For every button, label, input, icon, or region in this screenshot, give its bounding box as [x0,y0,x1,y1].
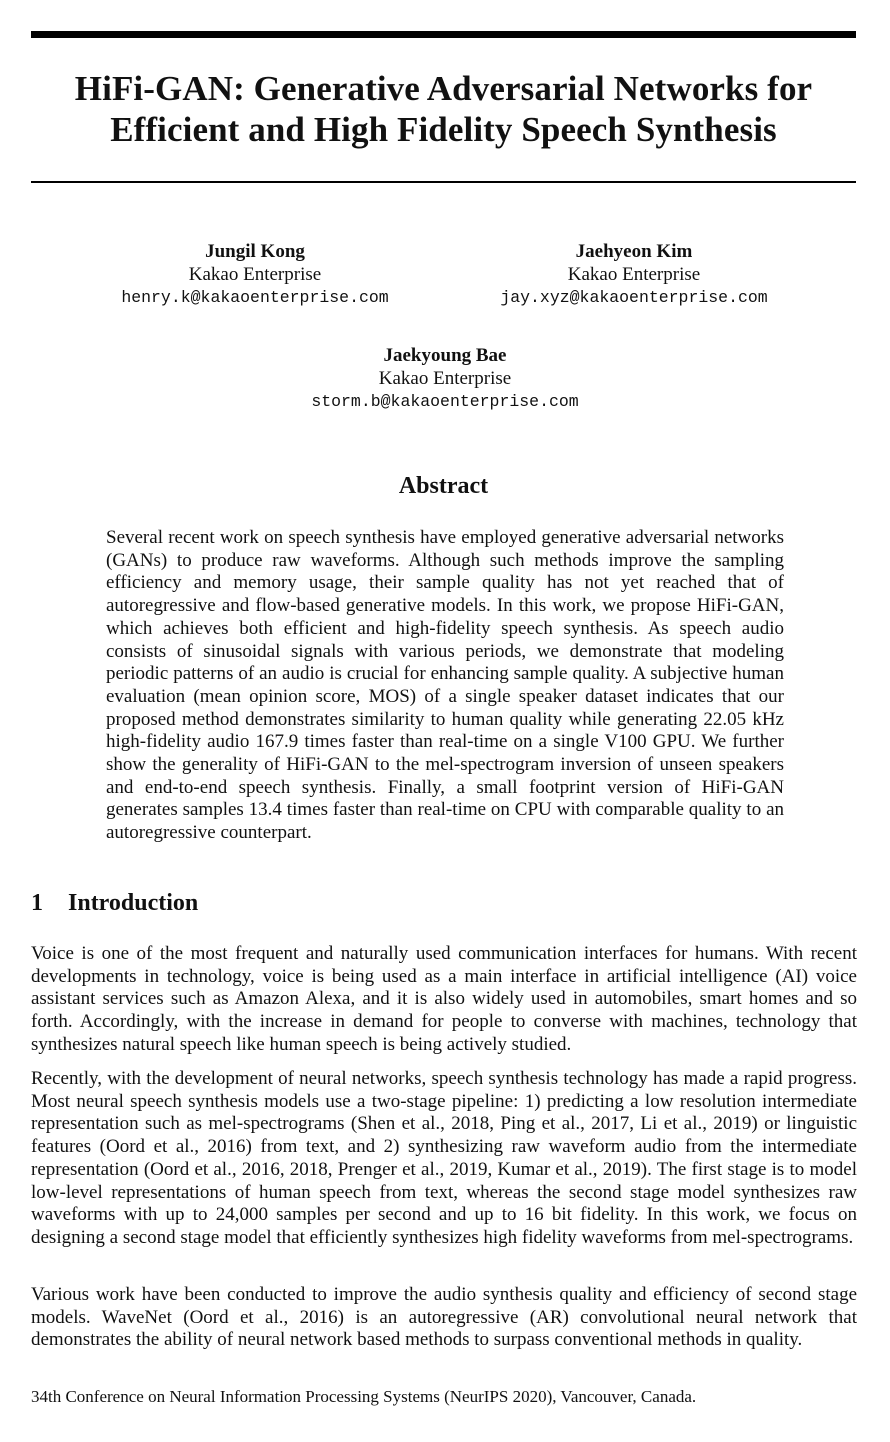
conference-footnote: 34th Conference on Neural Information Processing Systems (NeurIPS 2020), Vancouver, Canada. [31,1387,697,1406]
author-affiliation: Kakao Enterprise [567,264,701,285]
title-top-rule [31,31,856,38]
title-bottom-rule [31,181,856,183]
paper-title [31,68,856,150]
author-affiliation: Kakao Enterprise [378,368,512,389]
author-name: Jungil Kong [205,241,305,262]
author-block-2 [474,240,794,309]
author-block-3 [285,344,605,413]
author-email: jay.xyz@kakaoenterprise.com [500,288,768,307]
author-block-1 [95,240,415,309]
intro-paragraph-1: Voice is one of the most frequent and naturally used communication interfaces for humans. With recent developments in technology, voice is being used as a main interface in artificial intelligence (AI) voice assistant services such as Amazon Alexa, and it is also widely used in automobiles, smart homes and so forth. Accordingly, with the increase in demand for people to converse with machines, technology that synthesizes natural speech like human speech is being actively studied. [31,943,857,1055]
author-email: storm.b@kakaoenterprise.com [311,392,579,411]
section-heading [31,889,198,917]
intro-paragraph-3: Various work have been conducted to improve the audio synthesis quality and efficiency of second stage models. WaveNet (Oord et al., 2016) is an autoregressive (AR) convolutional neural network that demonstrates the ability of neural network based methods to surpass conventional methods in quality. [31,1284,857,1351]
section-title: Introduction [68,890,199,916]
title-line-2: Efficient and High Fidelity Speech Synthesis [110,110,777,149]
title-line-1: HiFi-GAN: Generative Adversarial Networks for [74,69,813,108]
abstract-heading: Abstract [398,473,489,499]
author-name: Jaekyoung Bae [383,345,507,366]
section-number: 1 [31,890,43,916]
author-affiliation: Kakao Enterprise [188,264,322,285]
author-email: henry.k@kakaoenterprise.com [121,288,389,307]
author-name: Jaehyeon Kim [575,241,693,262]
abstract-text: Several recent work on speech synthesis have employed generative adversarial networks (GANs) to produce raw waveforms. Although such methods improve the sampling efficiency and memory usage, their sample quality has not yet reached that of autoregressive and flow-based generative models. In this work, we propose HiFi-GAN, which achieves both efficient and high-fidelity speech synthesis. As speech audio consists of sinusoidal signals with various periods, we demonstrate that modeling periodic patterns of an audio is crucial for enhancing sample quality. A subjective human evaluation (mean opinion score, MOS) of a single speaker dataset indicates that our proposed method demonstrates similarity to human quality while generating 22.05 kHz high-fidelity audio 167.9 times faster than real-time on a single V100 GPU. We further show the generality of HiFi-GAN to the mel-spectrogram inversion of unseen speakers and end-to-end speech synthesis. Finally, a small footprint version of HiFi-GAN generates samples 13.4 times faster than real-time on CPU with comparable quality to an autoregressive counterpart. [106,527,784,844]
intro-paragraph-2: Recently, with the development of neural networks, speech synthesis technology has made a rapid progress. Most neural speech synthesis models use a two-stage pipeline: 1) predicting a low resolution intermediate representation such as mel-spectrograms (Shen et al., 2018, Ping et al., 2017, Li et al., 2019) or linguistic features (Oord et al., 2016) from text, and 2) synthesizing raw waveform audio from the intermediate representation (Oord et al., 2016, 2018, Prenger et al., 2019, Kumar et al., 2019). The first stage is to model low-level representations of human speech from text, whereas the second stage model synthesizes raw waveforms with up to 24,000 samples per second and up to 16 bit fidelity. In this work, we focus on designing a second stage model that efficiently synthesizes high fidelity waveforms from mel-spectrograms. [31,1068,857,1248]
